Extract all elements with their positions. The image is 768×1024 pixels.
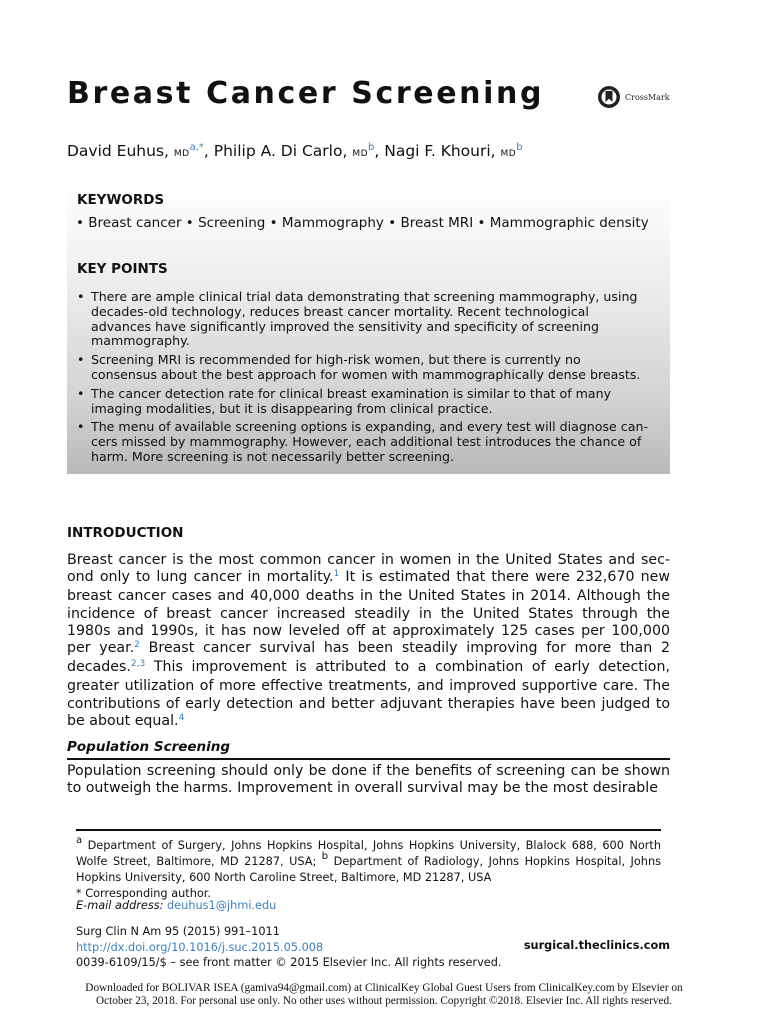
keyword: Breast MRI bbox=[400, 215, 474, 231]
affiliation-text: Department of Surgery, Johns Hopkins Hospital, Johns Hopkins University, Blalock 688, 600 North Wolfe Street, Baltimore, MD 21287, USA; bbox=[76, 839, 661, 869]
intro-sentence: Breast cancer is the most common cancer in women in the United States and second only to lung cancer in mortality. bbox=[67, 552, 670, 586]
email-link[interactable]: deuhus1@jhmi.edu bbox=[167, 899, 277, 912]
section-rule bbox=[67, 758, 670, 760]
email-label: E-mail address: bbox=[76, 899, 164, 912]
email-row bbox=[76, 899, 276, 912]
doi-link[interactable]: http://dx.doi.org/10.1016/j.suc.2015.05.008 bbox=[76, 940, 324, 954]
journal-citation: Surg Clin N Am 95 (2015) 991–1011 bbox=[76, 925, 280, 938]
affiliation-marker: a bbox=[76, 835, 83, 846]
author-degree: MD bbox=[173, 149, 190, 159]
affiliation-text: Department of Radiology, Johns Hopkins Hospital, Johns Hopkins University, 600 North Caroline Street, Baltimore, MD 21287, USA bbox=[76, 855, 661, 885]
intro-sentence: It is estimated that there were 232,670 new breast cancer cases and 40,000 deaths in the United States in 2014. Although the incidence of breast cancer increased steadily in the United States through the 1980s and 1990s, it has now leveled off at approximately 125 cases per 100,000 per year. bbox=[67, 569, 670, 657]
key-points-heading: KEY POINTS bbox=[77, 261, 168, 277]
introduction-paragraph bbox=[67, 552, 670, 732]
author-degree: MD bbox=[500, 149, 517, 159]
download-notice bbox=[0, 982, 768, 1008]
download-notice-line: Downloaded for BOLIVAR ISEA (gamiva94@gmail.com) at ClinicalKey Global Guest Users from ClinicalKey.com by Elsevier on bbox=[85, 982, 683, 994]
citation-link[interactable]: 4 bbox=[178, 712, 185, 723]
footnote-rule bbox=[76, 829, 661, 831]
key-point-item: • There are ample clinical trial data demonstrating that screening mammography, using decades-old technology, reduces breast cancer mortality. Recent technological advances have significantly improved the sensitivity and specificity of screening mammography. bbox=[77, 290, 649, 349]
affiliations-footnote bbox=[76, 835, 661, 901]
author-affiliation-link[interactable]: b bbox=[516, 142, 523, 153]
author-name: Nagi F. Khouri bbox=[384, 142, 491, 160]
keyword: Screening bbox=[198, 215, 266, 231]
crossmark-icon bbox=[597, 85, 621, 109]
intro-sentence: This improvement is attributed to a combination of early detection, greater utilization of more effective treatments, and improved supportive care. The contributions of early detection and better adjuvant therapies have been judged to be about equal. bbox=[67, 659, 670, 729]
keywords-heading: KEYWORDS bbox=[77, 192, 165, 208]
keywords-keypoints-box bbox=[67, 183, 670, 474]
introduction-heading: INTRODUCTION bbox=[67, 525, 184, 541]
citation-link[interactable]: 1 bbox=[333, 569, 340, 580]
keyword-list: • Breast cancer • Screening • Mammography • Breast MRI • Mammographic density bbox=[76, 215, 649, 231]
corresponding-author-note: * Corresponding author. bbox=[76, 886, 211, 900]
crossmark-label: CrossMark bbox=[625, 92, 670, 102]
author-name: David Euhus bbox=[67, 142, 165, 160]
citation-link[interactable]: 2,3 bbox=[130, 659, 146, 670]
crossmark-badge[interactable] bbox=[597, 85, 670, 109]
affiliation-marker: b bbox=[321, 851, 329, 863]
keyword: Mammographic density bbox=[489, 215, 649, 231]
key-point-item: • Screening MRI is recommended for high-risk women, but there is currently no consensus about the best approach for women with mammographically dense breasts. bbox=[77, 353, 649, 383]
journal-website: surgical.theclinics.com bbox=[523, 939, 670, 952]
author-name: Philip A. Di Carlo bbox=[213, 142, 343, 160]
population-screening-heading: Population Screening bbox=[67, 739, 231, 755]
author-list: David Euhus, $MD^{a,*}$, Philip A. Di Carlo, $MD^b$, Nagi F. Khouri, $MD^b$ bbox=[67, 142, 523, 160]
citation-link[interactable]: 2 bbox=[134, 640, 140, 651]
key-point-item: • The cancer detection rate for clinical breast examination is similar to that of many imaging modalities, but it is disappearing from clinical practice. bbox=[77, 387, 649, 417]
article-title: Breast Cancer Screening bbox=[67, 76, 545, 111]
author-affiliation-link[interactable]: b bbox=[368, 142, 375, 153]
rights-notice: 0039-6109/15/$ – see front matter © 2015 Elsevier Inc. All rights reserved. bbox=[76, 956, 502, 970]
keyword: Breast cancer bbox=[88, 215, 182, 231]
keyword: Mammography bbox=[281, 215, 384, 231]
population-screening-paragraph: Population screening should only be done if the benefits of screening can be shown to outweigh the harms. Improvement in overall survival may be the most desirable bbox=[67, 763, 670, 797]
author-affiliation-link[interactable]: a, bbox=[189, 142, 199, 153]
download-notice-line: October 23, 2018. For personal use only. No other uses without permission. Copyright ©2018. Elsevier Inc. All rights reserved. bbox=[95, 994, 673, 1007]
corresponding-author-link[interactable]: * bbox=[198, 142, 204, 153]
citation-block bbox=[76, 924, 501, 971]
intro-sentence: Breast cancer survival has been steadily improving for more than 2 decades. bbox=[67, 640, 670, 676]
key-point-item: • The menu of available screening options is expanding, and every test will diagnose cancers missed by mammography. However, each additional test introduces the chance of harm. More screening is not necessarily better screening. bbox=[77, 420, 649, 464]
key-points-list bbox=[77, 290, 649, 469]
author-degree: MD bbox=[352, 149, 369, 159]
